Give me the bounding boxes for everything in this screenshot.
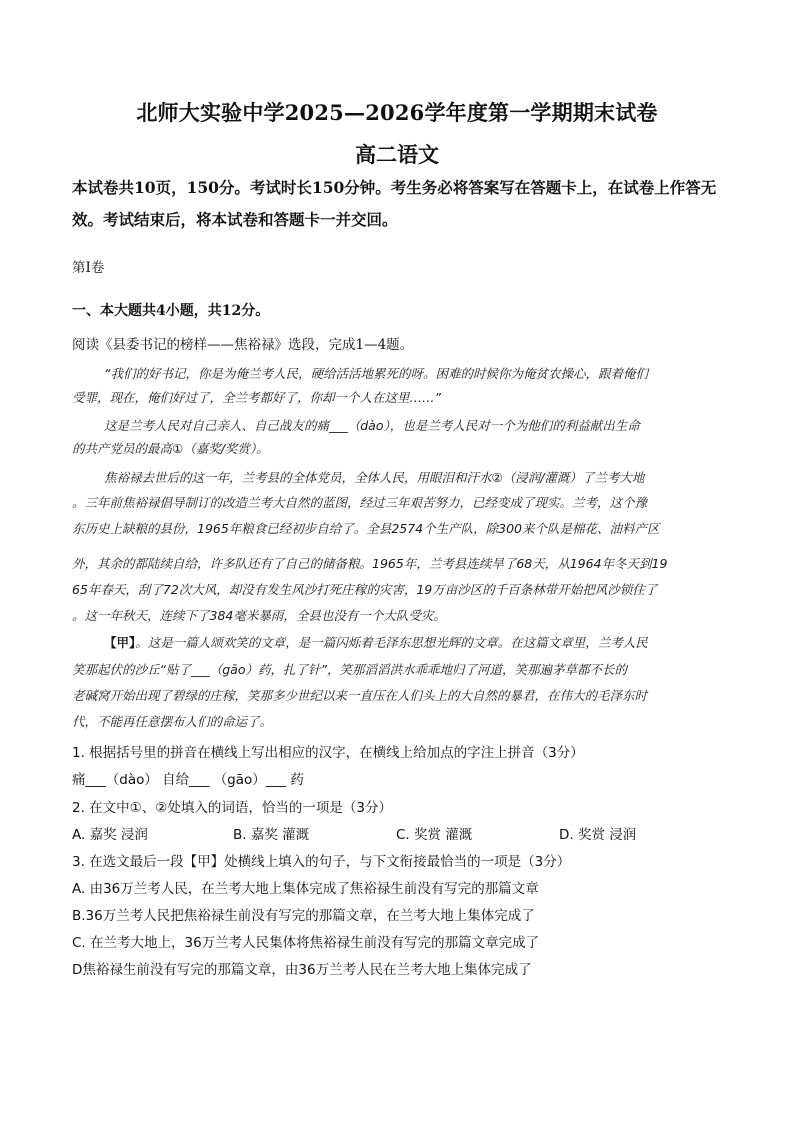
question-3: 3. 在选文最后一段【甲】处横线上填入的句子，与下文衔接最恰当的一项是（3分） [72, 854, 571, 870]
question-2-option-a: A. 嘉奖 浸润 [72, 827, 148, 843]
question-2-option-c: C. 奖赏 灌溉 [396, 827, 473, 843]
passage-mark-jia: 【甲】 [104, 635, 136, 650]
passage-line: 。三年前焦裕禄倡导制订的改造兰考大自然的蓝图，经过三年艰苦努力，已经变成了现实。兰考，这个豫 [72, 495, 648, 510]
question-2-option-b: B. 嘉奖 灌溉 [233, 827, 310, 843]
passage-line: 老碱窝开始出现了碧绿的庄稼，笑那多少世纪以来一直压在人们头上的大自然的暴君，在伟大的毛泽东时 [72, 688, 648, 703]
reading-instruction: 阅读《县委书记的榜样——焦裕禄》选段，完成1—4题。 [72, 337, 414, 353]
passage-line [104, 635, 756, 651]
passage-line: 东历史上缺粮的县份，1965年粮食已经初步自给了。全县2574个生产队，除300来个队是棉花、油料产区 [72, 521, 660, 536]
passage-line: 焦裕禄去世后的这一年，兰考县的全体党员，全体人民，用眼泪和汗水②（浸润/灌溉）了兰考大地 [104, 470, 645, 485]
question-2-option-d: D. 奖赏 浸润 [559, 827, 637, 843]
passage-line: 65年春天，刮了72次大风，却没有发生风沙打死庄稼的灾害，19万亩沙区的千百条林带开始把风沙锁住了 [72, 582, 658, 597]
question-2: 2. 在文中①、②处填入的词语，恰当的一项是（3分） [72, 800, 392, 816]
passage-line: 的共产党员的最高①（嘉奖/奖赏）。 [72, 441, 269, 456]
passage-line: 这是兰考人民对自己亲人、自己战友的痛___（dào），也是兰考人民对一个为他们的利益献出生命 [104, 418, 640, 433]
passage-line: “我们的好书记，你是为俺兰考人民，硬给活活地累死的呀。困难的时候你为俺贫农操心，跟着俺们 [104, 366, 648, 381]
question-3-option-c: C. 在兰考大地上，36万兰考人民集体将焦裕禄生前没有写完的那篇文章完成了 [72, 935, 540, 951]
question-1-blanks: 痛___（dào） 自给___ （gāo）___ 药 [72, 772, 304, 788]
passage-line: 代，不能再任意摆布人们的命运了。 [72, 714, 273, 729]
volume-label: 第I卷 [72, 260, 105, 276]
exam-notice-line-2: 效。考试结束后，将本试卷和答题卡一并交回。 [72, 210, 398, 229]
question-3-option-a: A. 由36万兰考人民，在兰考大地上集体完成了焦裕禄生前没有写完的那篇文章 [72, 881, 539, 897]
exam-title: 北师大实验中学2025—2026学年度第一学期期末试卷 [136, 100, 658, 125]
exam-subject: 高二语文 [355, 142, 439, 167]
question-3-option-b: B.36万兰考人民把焦裕禄生前没有写完的那篇文章，在兰考大地上集体完成了 [72, 908, 535, 924]
question-3-option-d: D焦裕禄生前没有写完的那篇文章，由36万兰考人民在兰考大地上集体完成了 [72, 962, 532, 978]
passage-line: 受罪，现在，俺们好过了，全兰考都好了，你却一个人在这里……” [72, 390, 441, 405]
section-heading: 一、本大题共4小题，共12分。 [72, 303, 270, 319]
question-1: 1. 根据括号里的拼音在横线上写出相应的汉字，在横线上给加点的字注上拼音（3分） [72, 745, 584, 761]
passage-line: 笑那起伏的沙丘“贴了___（gāo）药，扎了针”，笑那滔滔洪水乖乖地归了河道，笑那遍茅草都不长的 [72, 662, 627, 677]
passage-line-text: 。这是一篇人颂欢笑的文章，是一篇闪烁着毛泽东思想光辉的文章。在这篇文章里，兰考人民 [135, 635, 648, 650]
passage-line: 。这一年秋天，连续下了384毫米暴雨，全县也没有一个大队受灾。 [72, 608, 446, 623]
passage-line: 外，其余的都陆续自给，许多队还有了自己的储备粮。1965年，兰考县连续旱了68天，从1964年冬天到19 [72, 556, 668, 571]
exam-notice-line-1: 本试卷共10页，150分。考试时长150分钟。考生务必将答案写在答题卡上，在试卷上作答无 [72, 178, 717, 197]
